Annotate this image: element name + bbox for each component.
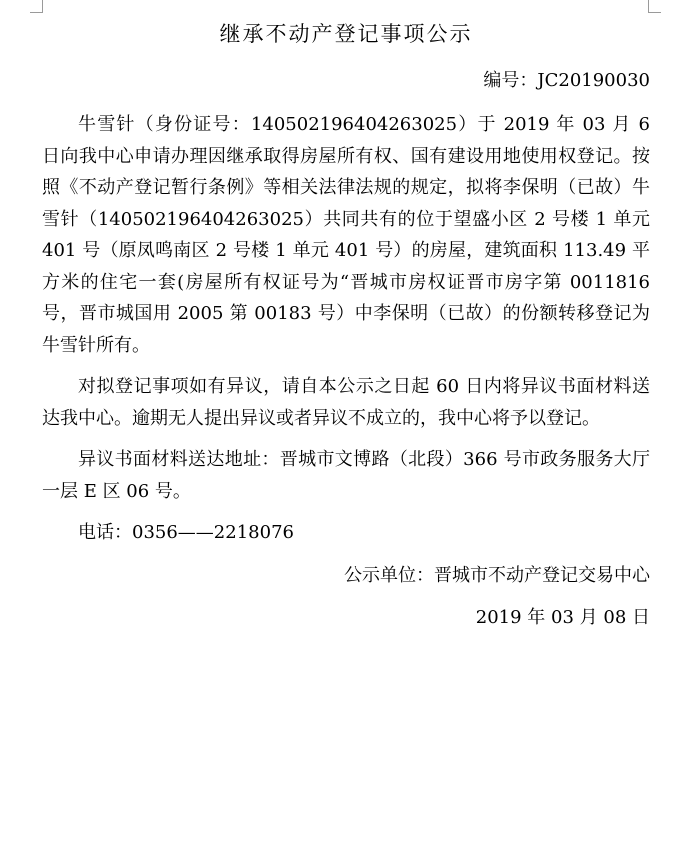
issue-date: 2019 年 03 月 08 日 xyxy=(475,607,650,628)
document-page xyxy=(42,14,650,634)
page-corner-mark-left xyxy=(30,0,43,13)
document-title: 继承不动产登记事项公示 xyxy=(219,22,473,46)
paragraph-objection: 对拟登记事项如有异议，请自本公示之日起 60 日内将异议书面材料送达我中心。逾期无人提出异议或者异议不成立的，我中心将予以登记。 xyxy=(42,376,650,429)
paragraph-main: 牛雪针（身份证号：140502196404263025）于 2019 年 03 月 6 日向我中心申请办理因继承取得房屋所有权、国有建设用地使用权登记。按照《不动产登记暂行条例》等相关法律法规的规定，拟将李保明（已故）牛雪针（140502196404263025）共同共有的位于望盛小区 2 号楼 1 单元 401 号（原凤鸣南区 2 号楼 1 单元 401 号）的房屋，建筑面积 113.49 平方米的住宅一套(房屋所有权证号为“晋城市房权证晋市房字第 0011816 号，晋市城国用 2005 第 00183 号）中李保明（已故）的份额转移登记为牛雪针所有。 xyxy=(42,114,650,356)
document-number: 编号：JC20190030 xyxy=(483,70,650,91)
paragraph-address: 异议书面材料送达地址：晋城市文博路（北段）366 号市政务服务大厅一层 E 区 06 号。 xyxy=(42,449,650,502)
page-corner-mark-right xyxy=(648,0,661,13)
paragraph-phone: 电话：0356——2218076 xyxy=(78,522,294,543)
issuer-unit: 公示单位：晋城市不动产登记交易中心 xyxy=(344,564,650,586)
